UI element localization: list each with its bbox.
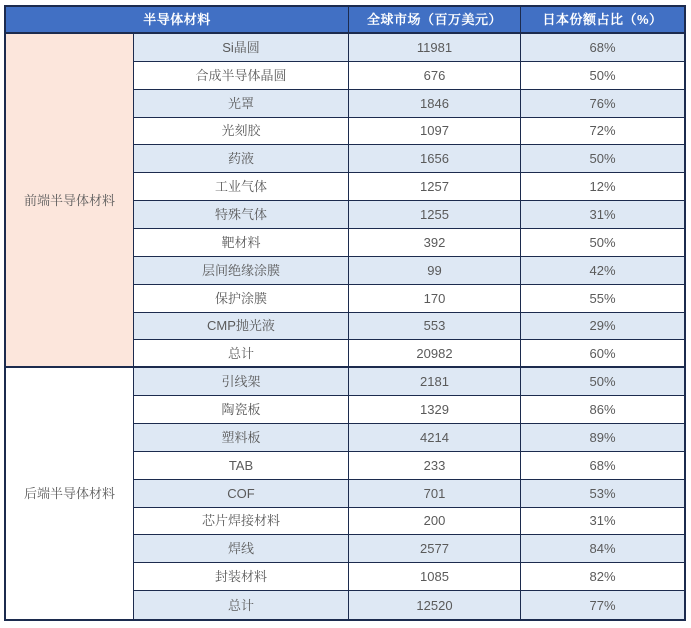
material-cell: Si晶圆 — [134, 34, 349, 62]
share-cell: 42% — [521, 257, 684, 285]
share-cell: 50% — [521, 229, 684, 257]
material-cell: 光刻胶 — [134, 118, 349, 146]
market-cell: 170 — [349, 285, 521, 313]
share-cell: 50% — [521, 145, 684, 173]
market-cell: 11981 — [349, 34, 521, 62]
material-cell: 合成半导体晶圆 — [134, 62, 349, 90]
market-cell: 99 — [349, 257, 521, 285]
share-cell: 89% — [521, 424, 684, 452]
semiconductor-materials-table — [4, 5, 686, 621]
material-cell: CMP抛光液 — [134, 313, 349, 341]
market-cell: 233 — [349, 452, 521, 480]
material-cell: 总计 — [134, 340, 349, 368]
material-cell: TAB — [134, 452, 349, 480]
share-cell: 76% — [521, 90, 684, 118]
market-cell: 1085 — [349, 563, 521, 591]
material-cell: 焊线 — [134, 535, 349, 563]
share-cell: 72% — [521, 118, 684, 146]
column-header-global-market: 全球市场（百万美元） — [349, 7, 521, 34]
material-cell: 层间绝缘涂膜 — [134, 257, 349, 285]
market-cell: 200 — [349, 508, 521, 536]
market-cell: 20982 — [349, 340, 521, 368]
column-header-materials: 半导体材料 — [6, 7, 349, 34]
material-cell: 保护涂膜 — [134, 285, 349, 313]
market-cell: 1257 — [349, 173, 521, 201]
market-cell: 12520 — [349, 591, 521, 619]
material-cell: COF — [134, 480, 349, 508]
column-header-japan-share: 日本份额占比（%） — [521, 7, 684, 34]
share-cell: 12% — [521, 173, 684, 201]
market-cell: 4214 — [349, 424, 521, 452]
share-cell: 31% — [521, 508, 684, 536]
material-cell: 陶瓷板 — [134, 396, 349, 424]
material-cell: 塑料板 — [134, 424, 349, 452]
share-cell: 68% — [521, 452, 684, 480]
share-cell: 31% — [521, 201, 684, 229]
share-cell: 68% — [521, 34, 684, 62]
market-cell: 2181 — [349, 368, 521, 396]
material-cell: 引线架 — [134, 368, 349, 396]
material-cell: 工业气体 — [134, 173, 349, 201]
market-cell: 1656 — [349, 145, 521, 173]
group-cell-backend-materials: 后端半导体材料 — [6, 368, 134, 619]
group-cell-frontend-materials: 前端半导体材料 — [6, 34, 134, 368]
market-cell: 701 — [349, 480, 521, 508]
share-cell: 82% — [521, 563, 684, 591]
material-cell: 药液 — [134, 145, 349, 173]
market-cell: 553 — [349, 313, 521, 341]
share-cell: 29% — [521, 313, 684, 341]
market-cell: 1097 — [349, 118, 521, 146]
market-cell: 2577 — [349, 535, 521, 563]
share-cell: 53% — [521, 480, 684, 508]
share-cell: 50% — [521, 368, 684, 396]
material-cell: 特殊气体 — [134, 201, 349, 229]
share-cell: 77% — [521, 591, 684, 619]
material-cell: 封装材料 — [134, 563, 349, 591]
share-cell: 50% — [521, 62, 684, 90]
share-cell: 84% — [521, 535, 684, 563]
material-cell: 总计 — [134, 591, 349, 619]
market-cell: 1846 — [349, 90, 521, 118]
material-cell: 靶材料 — [134, 229, 349, 257]
material-cell: 芯片焊接材料 — [134, 508, 349, 536]
material-cell: 光罩 — [134, 90, 349, 118]
market-cell: 676 — [349, 62, 521, 90]
share-cell: 60% — [521, 340, 684, 368]
market-cell: 1255 — [349, 201, 521, 229]
market-cell: 1329 — [349, 396, 521, 424]
share-cell: 86% — [521, 396, 684, 424]
market-cell: 392 — [349, 229, 521, 257]
share-cell: 55% — [521, 285, 684, 313]
